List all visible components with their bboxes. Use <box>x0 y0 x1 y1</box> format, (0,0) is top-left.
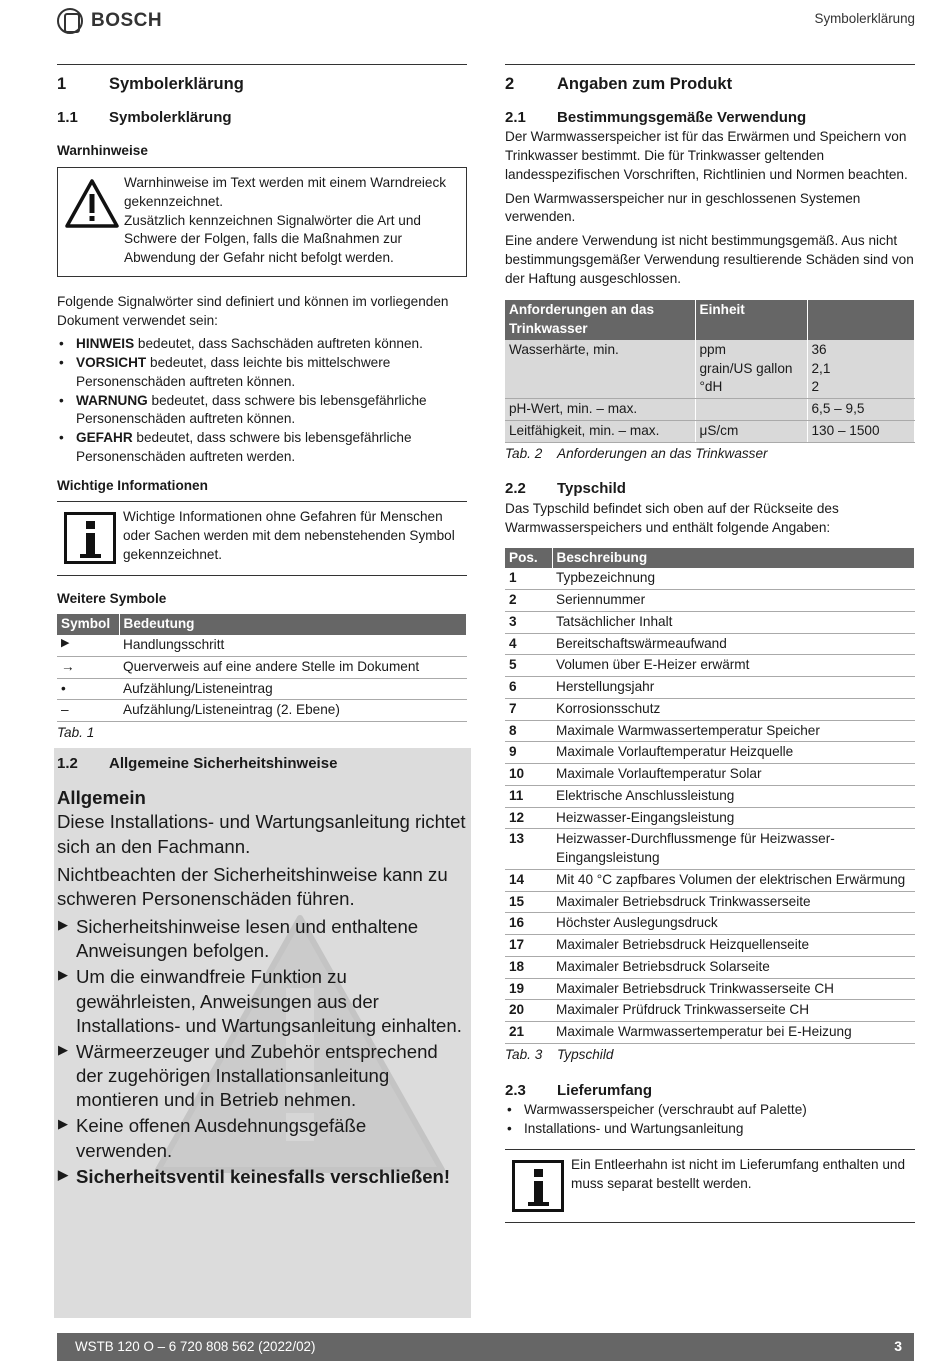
list-item: • WARNUNG bedeutet, dass schwere bis lebensgefährliche Personenschäden auftreten können. <box>57 392 467 430</box>
divider <box>505 64 915 65</box>
signal-intro: Folgende Signalwörter sind definiert und können im vorliegenden Dokument verwendet sein: <box>57 293 449 328</box>
info-icon <box>512 1160 564 1212</box>
list-item: • Warmwasserspeicher (verschraubt auf Palette) <box>505 1101 915 1120</box>
chapter-heading: 1 Symbolerklärung <box>57 75 244 93</box>
table-row: 1 Typbezeichnung <box>505 568 915 589</box>
warning-text-2: Zusätzlich kennzeichnen Signalwörter die Art und Schwere der Folgen, falls die Maßnahmen zur Abwendung der Gefahr nicht befolgt werden. <box>124 212 421 266</box>
symbol-table <box>57 614 467 722</box>
warn-heading: Warnhinweise <box>57 143 148 159</box>
divider <box>57 64 467 65</box>
table-row: 3 Tatsächlicher Inhalt <box>505 611 915 633</box>
safety-paragraph-2: Nichtbeachten der Sicherheitshinweise kann zu schweren Personenschäden führen. <box>57 863 448 909</box>
list-item: • Installations- und Wartungsanleitung <box>505 1120 915 1139</box>
table-caption: Tab. 3 Typschild <box>505 1046 614 1062</box>
safety-section <box>54 748 471 1318</box>
table-row: Wasserhärte, min. ppm grain/US gallon °dH 36 2,1 2 <box>505 340 915 399</box>
safety-steps <box>57 915 467 1189</box>
section-heading: 2.1 Bestimmungsgemäße Verwendung <box>505 108 807 126</box>
warning-text-1: Warnhinweise im Text werden mit einem Warndreieck gekennzeichnet. <box>124 175 447 209</box>
list-item: ▶ Wärmeerzeuger und Zubehör entsprechend der zugehörigen Installationsanleitung montieren und in Betrieb nehmen. <box>57 1040 467 1113</box>
table-row: 11 Elektrische Anschlussleistung <box>505 785 915 807</box>
more-symbols-heading: Weitere Symbole <box>57 590 167 606</box>
table-row: 18 Maximaler Betriebsdruck Solarseite <box>505 956 915 978</box>
brand-name: BOSCH <box>91 10 163 31</box>
table-row: 12 Heizwasser-Eingangsleistung <box>505 807 915 829</box>
table-row: pH-Wert, min. – max. 6,5 – 9,5 <box>505 399 915 421</box>
table-header: Pos. <box>505 548 552 569</box>
paragraph: Das Typschild befindet sich oben auf der Rückseite des Warmwasserspeichers und enthält folgende Angaben: <box>505 501 839 535</box>
list-item: ▶ Keine offenen Ausdehnungsgefäße verwenden. <box>57 1114 467 1162</box>
table-row: 17 Maximaler Betriebsdruck Heizquellenseite <box>505 935 915 957</box>
safety-paragraph-1: Diese Installations- und Wartungsanleitung richtet sich an den Fachmann. <box>57 811 466 857</box>
info-icon <box>64 512 116 564</box>
table-caption: Tab. 1 <box>57 725 95 741</box>
table-row: 20 Maximaler Prüfdruck Trinkwasserseite CH <box>505 1000 915 1022</box>
table-row: Leitfähigkeit, min. – max. μS/cm 130 – 1500 <box>505 420 915 442</box>
table-header: Anforderungen an das Trinkwasser <box>505 300 695 340</box>
section-heading: 1.1 Symbolerklärung <box>57 108 232 126</box>
table-row: 21 Maximale Warmwassertemperatur bei E-Heizung <box>505 1022 915 1044</box>
list-item: • GEFAHR bedeutet, dass schwere bis lebensgefährliche Personenschäden auftreten werden. <box>57 429 467 467</box>
list-item: ▶ Sicherheitshinweise lesen und enthaltene Anweisungen befolgen. <box>57 915 467 963</box>
list-item: • HINWEIS bedeutet, dass Sachschäden auftreten können. <box>57 335 467 354</box>
paragraph: Den Warmwasserspeicher nur in geschlossenen Systemen verwenden. <box>505 190 861 225</box>
table-header <box>807 300 915 340</box>
safety-subheading: Allgemein <box>57 786 146 808</box>
table-row: 19 Maximaler Betriebsdruck Trinkwasserseite CH <box>505 978 915 1000</box>
typschild-table <box>505 548 915 1044</box>
table-row: → Querverweis auf eine andere Stelle im Dokument <box>57 656 467 678</box>
info-text: Wichtige Informationen ohne Gefahren für Menschen oder Sachen werden mit dem nebenstehenden Symbol gekennzeichnet. <box>123 509 455 562</box>
table-row: 14 Mit 40 °C zapfbares Volumen der elektrischen Erwärmung <box>505 869 915 891</box>
table-row: ▶ Handlungsschritt <box>57 635 467 656</box>
chapter-heading: 2 Angaben zum Produkt <box>505 75 733 93</box>
section-heading: 2.2 Typschild <box>505 480 626 498</box>
info-heading: Wichtige Informationen <box>57 477 208 493</box>
info-box <box>505 1149 915 1223</box>
section-heading: 2.3 Lieferumfang <box>505 1081 653 1099</box>
table-row: 2 Seriennummer <box>505 590 915 612</box>
table-header: Beschreibung <box>552 548 915 569</box>
table-row: 9 Maximale Vorlauftemperatur Heizquelle <box>505 742 915 764</box>
page-footer <box>57 1333 914 1361</box>
right-column <box>505 64 915 1233</box>
delivery-list <box>505 1101 915 1139</box>
safety-heading: 1.2 Allgemeine Sicherheitshinweise <box>57 755 338 772</box>
bosch-armature-icon <box>57 8 83 34</box>
paragraph: Der Warmwasserspeicher ist für das Erwärmen und Speichern von Trinkwasser bestimmt. Die für Trinkwasser geltenden landesspezifischen Vorschriften, Richtlinien und Normen beachten. <box>505 129 908 182</box>
list-item: • VORSICHT bedeutet, dass leichte bis mittelschwere Personenschäden auftreten können. <box>57 354 467 392</box>
paragraph: Eine andere Verwendung ist nicht bestimmungsgemäß. Aus nicht bestimmungsgemäßer Verwendung resultierende Schäden sind von der Haftung ausgeschlossen. <box>505 233 914 286</box>
running-header: Symbolerklärung <box>814 11 915 26</box>
table-row: 5 Volumen über E-Heizer erwärmt <box>505 655 915 677</box>
warning-box <box>57 167 467 277</box>
table-row: • Aufzählung/Listeneintrag <box>57 678 467 700</box>
list-item: ▶ Sicherheitsventil keinesfalls verschließen! <box>57 1165 467 1189</box>
warning-triangle-icon <box>64 178 120 230</box>
table-caption: Tab. 2 Anforderungen an das Trinkwasser <box>505 445 768 461</box>
document-id: WSTB 120 O – 6 720 808 562 (2022/02) <box>75 1338 316 1354</box>
brand-logo <box>57 8 162 34</box>
requirements-table <box>505 300 915 442</box>
table-row: 13 Heizwasser-Durchflussmenge für Heizwasser-Eingangsleistung <box>505 829 915 870</box>
table-row: 10 Maximale Vorlauftemperatur Solar <box>505 764 915 786</box>
table-header: Bedeutung <box>119 614 467 635</box>
table-row: 16 Höchster Auslegungsdruck <box>505 913 915 935</box>
signal-list <box>57 335 467 466</box>
table-header: Symbol <box>57 614 119 635</box>
left-column <box>57 64 467 743</box>
page-number: 3 <box>894 1338 902 1355</box>
table-row: 6 Herstellungsjahr <box>505 677 915 699</box>
table-row: 8 Maximale Warmwassertemperatur Speicher <box>505 720 915 742</box>
list-item: ▶ Um die einwandfreie Funktion zu gewährleisten, Anweisungen aus der Installations- und Wartungsanleitung einhalten. <box>57 965 467 1038</box>
table-row: – Aufzählung/Listeneintrag (2. Ebene) <box>57 700 467 722</box>
table-row: 4 Bereitschaftswärmeaufwand <box>505 633 915 655</box>
table-row: 15 Maximaler Betriebsdruck Trinkwasserseite <box>505 891 915 913</box>
info-box <box>57 501 467 575</box>
table-row: 7 Korrosionsschutz <box>505 698 915 720</box>
info-text: Ein Entleerhahn ist nicht im Lieferumfang enthalten und muss separat bestellt werden. <box>571 1156 906 1191</box>
table-header: Einheit <box>695 300 807 340</box>
